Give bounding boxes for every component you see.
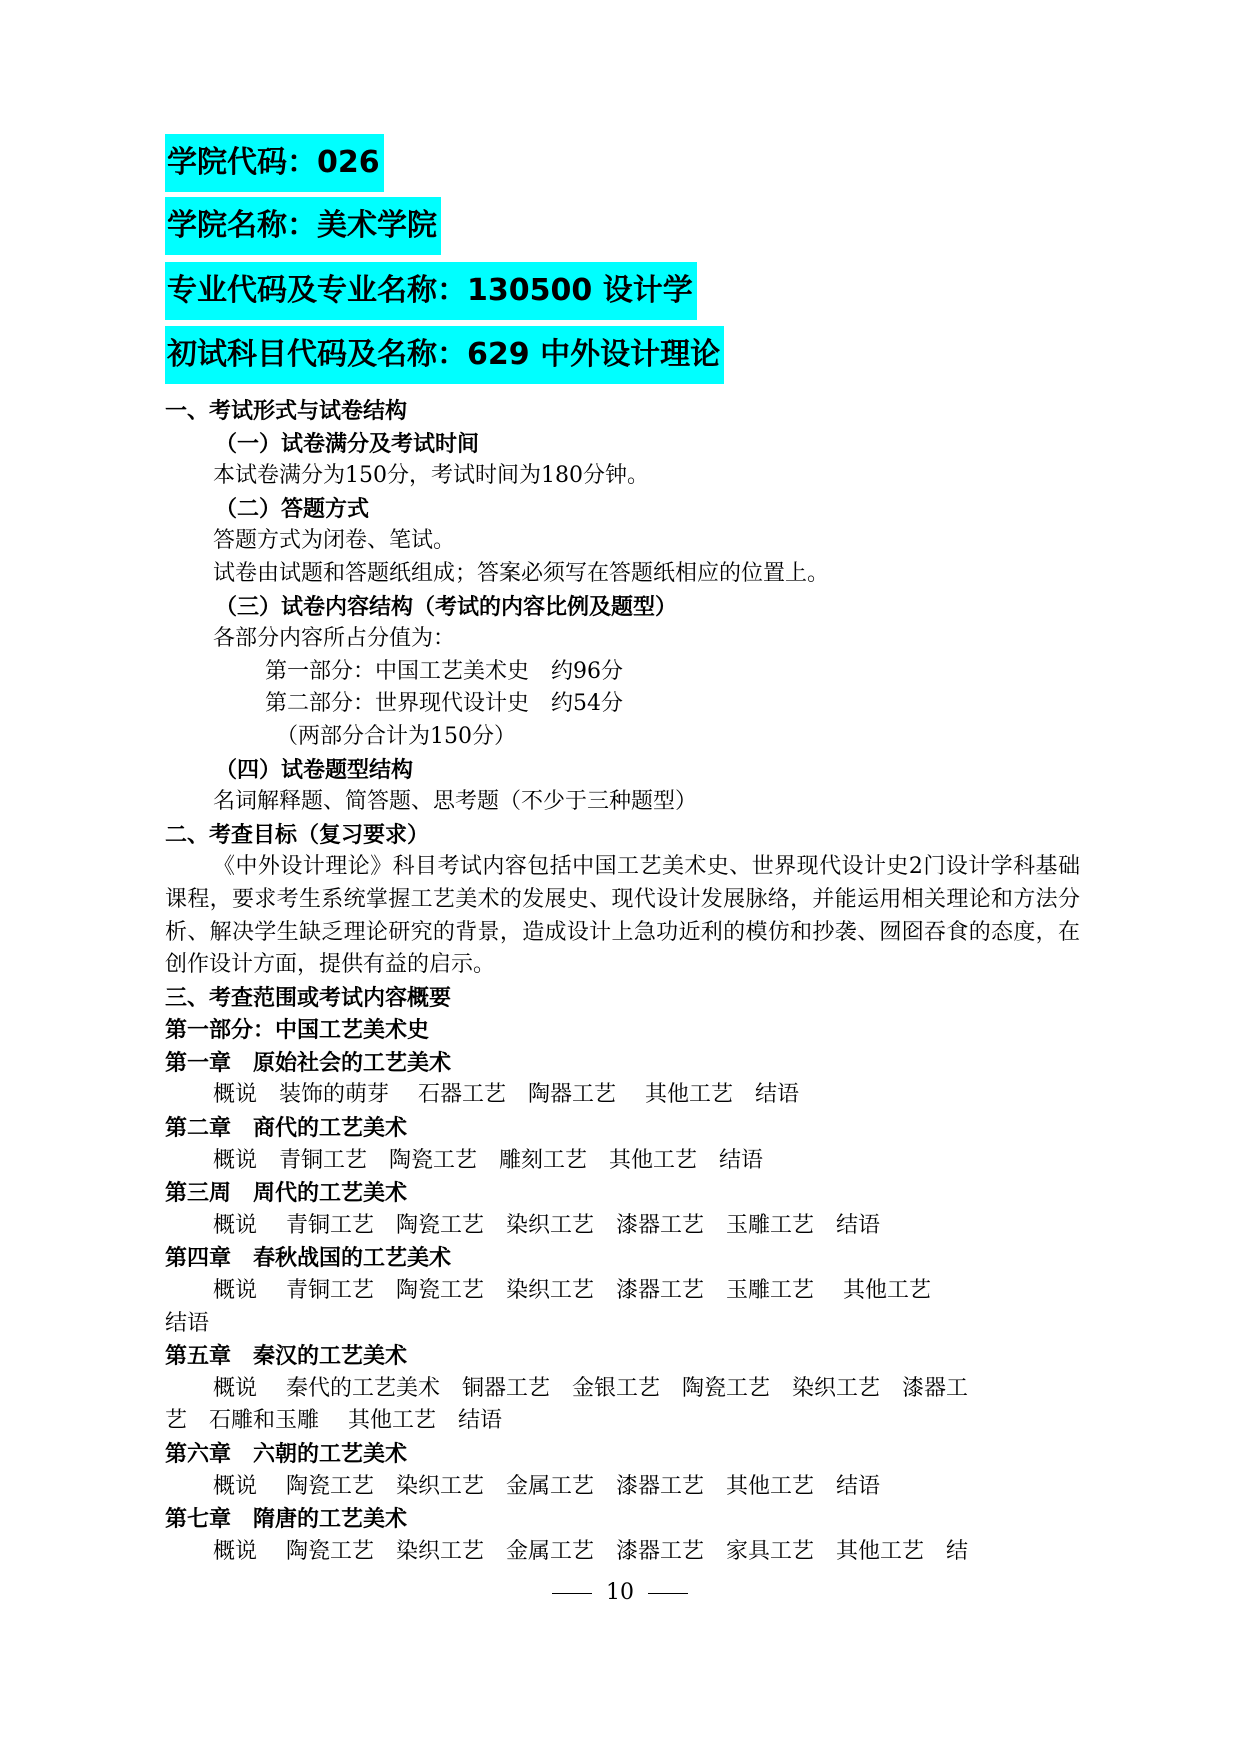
chapter-2-topics: 概说 青铜工艺 陶瓷工艺 雕刻工艺 其他工艺 结语 [213,1147,764,1173]
part-1-title: 第一部分：中国工艺美术史 [165,1017,430,1044]
subsection-3-text: 各部分内容所占分值为： [213,626,456,652]
subsection-1-title: （一）试卷满分及考试时间 [215,430,480,457]
chapter-3-title: 第三周 周代的工艺美术 [165,1180,408,1207]
subsection-2-text-1: 答题方式为闭卷、笔试。 [213,528,456,554]
chapter-7-title: 第七章 隋唐的工艺美术 [165,1506,408,1533]
chapter-6-title: 第六章 六朝的工艺美术 [165,1441,408,1467]
major-heading: 专业代码及专业名称：130500 设计学 [165,262,697,320]
section-2-title: 二、考查目标（复习要求） [165,821,430,848]
chapter-4-topics-cont: 结语 [165,1310,210,1336]
subsection-4-title: （四）试卷题型结构 [215,756,414,783]
total-score: （两部分合计为150分） [276,723,516,749]
part-1-score: 第一部分：中国工艺美术史 约96分 [265,658,623,684]
chapter-5-topics-cont: 艺 石雕和玉雕 其他工艺 结语 [165,1408,502,1434]
chapter-5-topics: 概说 秦代的工艺美术 铜器工艺 金银工艺 陶瓷工艺 染织工艺 漆器工 [213,1375,968,1401]
college-name-heading: 学院名称：美术学院 [165,197,441,255]
section-1-title: 一、考试形式与试卷结构 [165,398,408,424]
section-2-paragraph: 《中外设计理论》科目考试内容包括中国工艺美术史、世界现代设计史2门设计学科基础课程，要求考生系统掌握工艺美术的发展史、现代设计发展脉络，并能运用相关理论和方法分析、解决学生缺乏理论研究的背景，造成设计上急功近利的模仿和抄袭、囫囵吞食的态度，在创作设计方面，提供有益的启示。 [165,854,1080,978]
chapter-7-topics: 概说 陶瓷工艺 染织工艺 金属工艺 漆器工艺 家具工艺 其他工艺 结 [213,1538,968,1564]
left-dash [552,1593,592,1594]
chapter-6-topics: 概说 陶瓷工艺 染织工艺 金属工艺 漆器工艺 其他工艺 结语 [213,1473,880,1499]
subsection-3-title: （三）试卷内容结构（考试的内容比例及题型） [215,593,678,620]
page-number: 10 [606,1580,634,1605]
college-code-heading: 学院代码：026 [165,134,384,192]
chapter-3-topics: 概说 青铜工艺 陶瓷工艺 染织工艺 漆器工艺 玉雕工艺 结语 [213,1212,880,1238]
page-number-footer [0,1580,1240,1605]
section-3-title: 三、考查范围或考试内容概要 [165,984,452,1011]
subsection-2-text-2: 试卷由试题和答题纸组成；答案必须写在答题纸相应的位置上。 [213,560,830,586]
document-body [165,395,1085,1568]
subsection-2-title: （二）答题方式 [215,495,370,522]
chapter-1-title: 第一章 原始社会的工艺美术 [165,1049,452,1076]
chapter-4-topics: 概说 青铜工艺 陶瓷工艺 染织工艺 漆器工艺 玉雕工艺 其他工艺 [213,1278,931,1304]
chapter-2-title: 第二章 商代的工艺美术 [165,1115,408,1142]
chapter-5-title: 第五章 秦汉的工艺美术 [165,1343,408,1370]
subsection-4-text: 名词解释题、简答题、思考题（不少于三种题型） [213,789,698,815]
right-dash [648,1593,688,1594]
subsection-1-text: 本试卷满分为150分，考试时间为180分钟。 [213,463,649,489]
subject-heading: 初试科目代码及名称：629 中外设计理论 [165,326,724,384]
chapter-1-topics: 概说 装饰的萌芽 石器工艺 陶器工艺 其他工艺 结语 [213,1082,799,1108]
chapter-4-title: 第四章 春秋战国的工艺美术 [165,1245,452,1272]
part-2-score: 第二部分：世界现代设计史 约54分 [265,691,623,717]
